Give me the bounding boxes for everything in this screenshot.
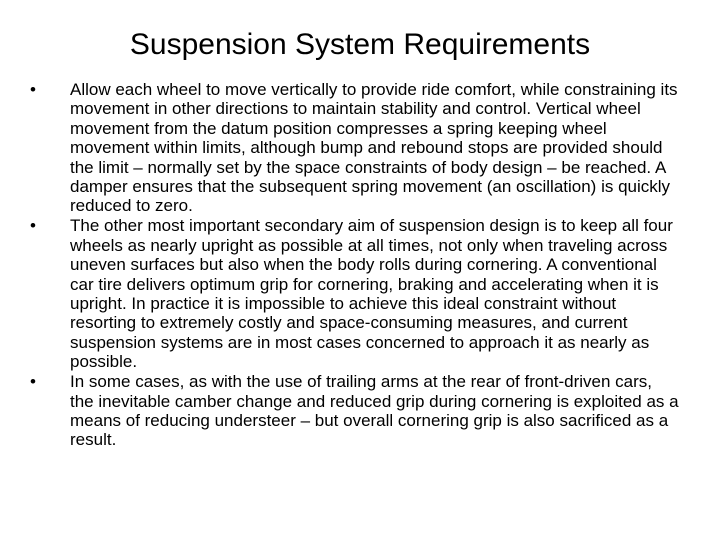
slide-title: Suspension System Requirements: [129, 28, 591, 61]
bullet-marker-icon: •: [30, 80, 36, 99]
bullet-item-3: [30, 372, 680, 450]
bullet-text-1: Allow each wheel to move vertically to provide ride comfort, while constraining its movement in other directions to maintain stability and control. Vertical wheel movement from the datum position compresses a spring keeping wheel movement within limits, although bump and rebound stops are provided should the limit – normally set by the space constraints of body design – be reached. A damper ensures that the subsequent spring movement (an oscillation) is quickly reduced to zero.: [70, 80, 678, 216]
bullet-item-1: [30, 80, 680, 216]
bullet-item-2: [30, 216, 680, 371]
bullet-text-2: The other most important secondary aim of suspension design is to keep all four wheels as nearly upright as possible at all times, not only when traveling across uneven surfaces but also when the body rolls during cornering. A conventional car tire delivers optimum grip for cornering, braking and accelerating when it is upright. In practice it is impossible to achieve this ideal constraint without resorting to extremely costly and space-consuming measures, and current suspension systems are in most cases concerned to approach it as nearly as possible.: [70, 216, 673, 372]
bullet-marker-icon: •: [30, 372, 36, 392]
bullet-text-3: In some cases, as with the use of trailing arms at the rear of front-driven cars, the inevitable camber change and reduced grip during cornering is exploited as a means of reducing understeer – but overall cornering grip is also sacrificed as a result.: [70, 372, 679, 450]
bullet-marker-icon: •: [30, 216, 36, 236]
bullet-list: [30, 80, 680, 450]
